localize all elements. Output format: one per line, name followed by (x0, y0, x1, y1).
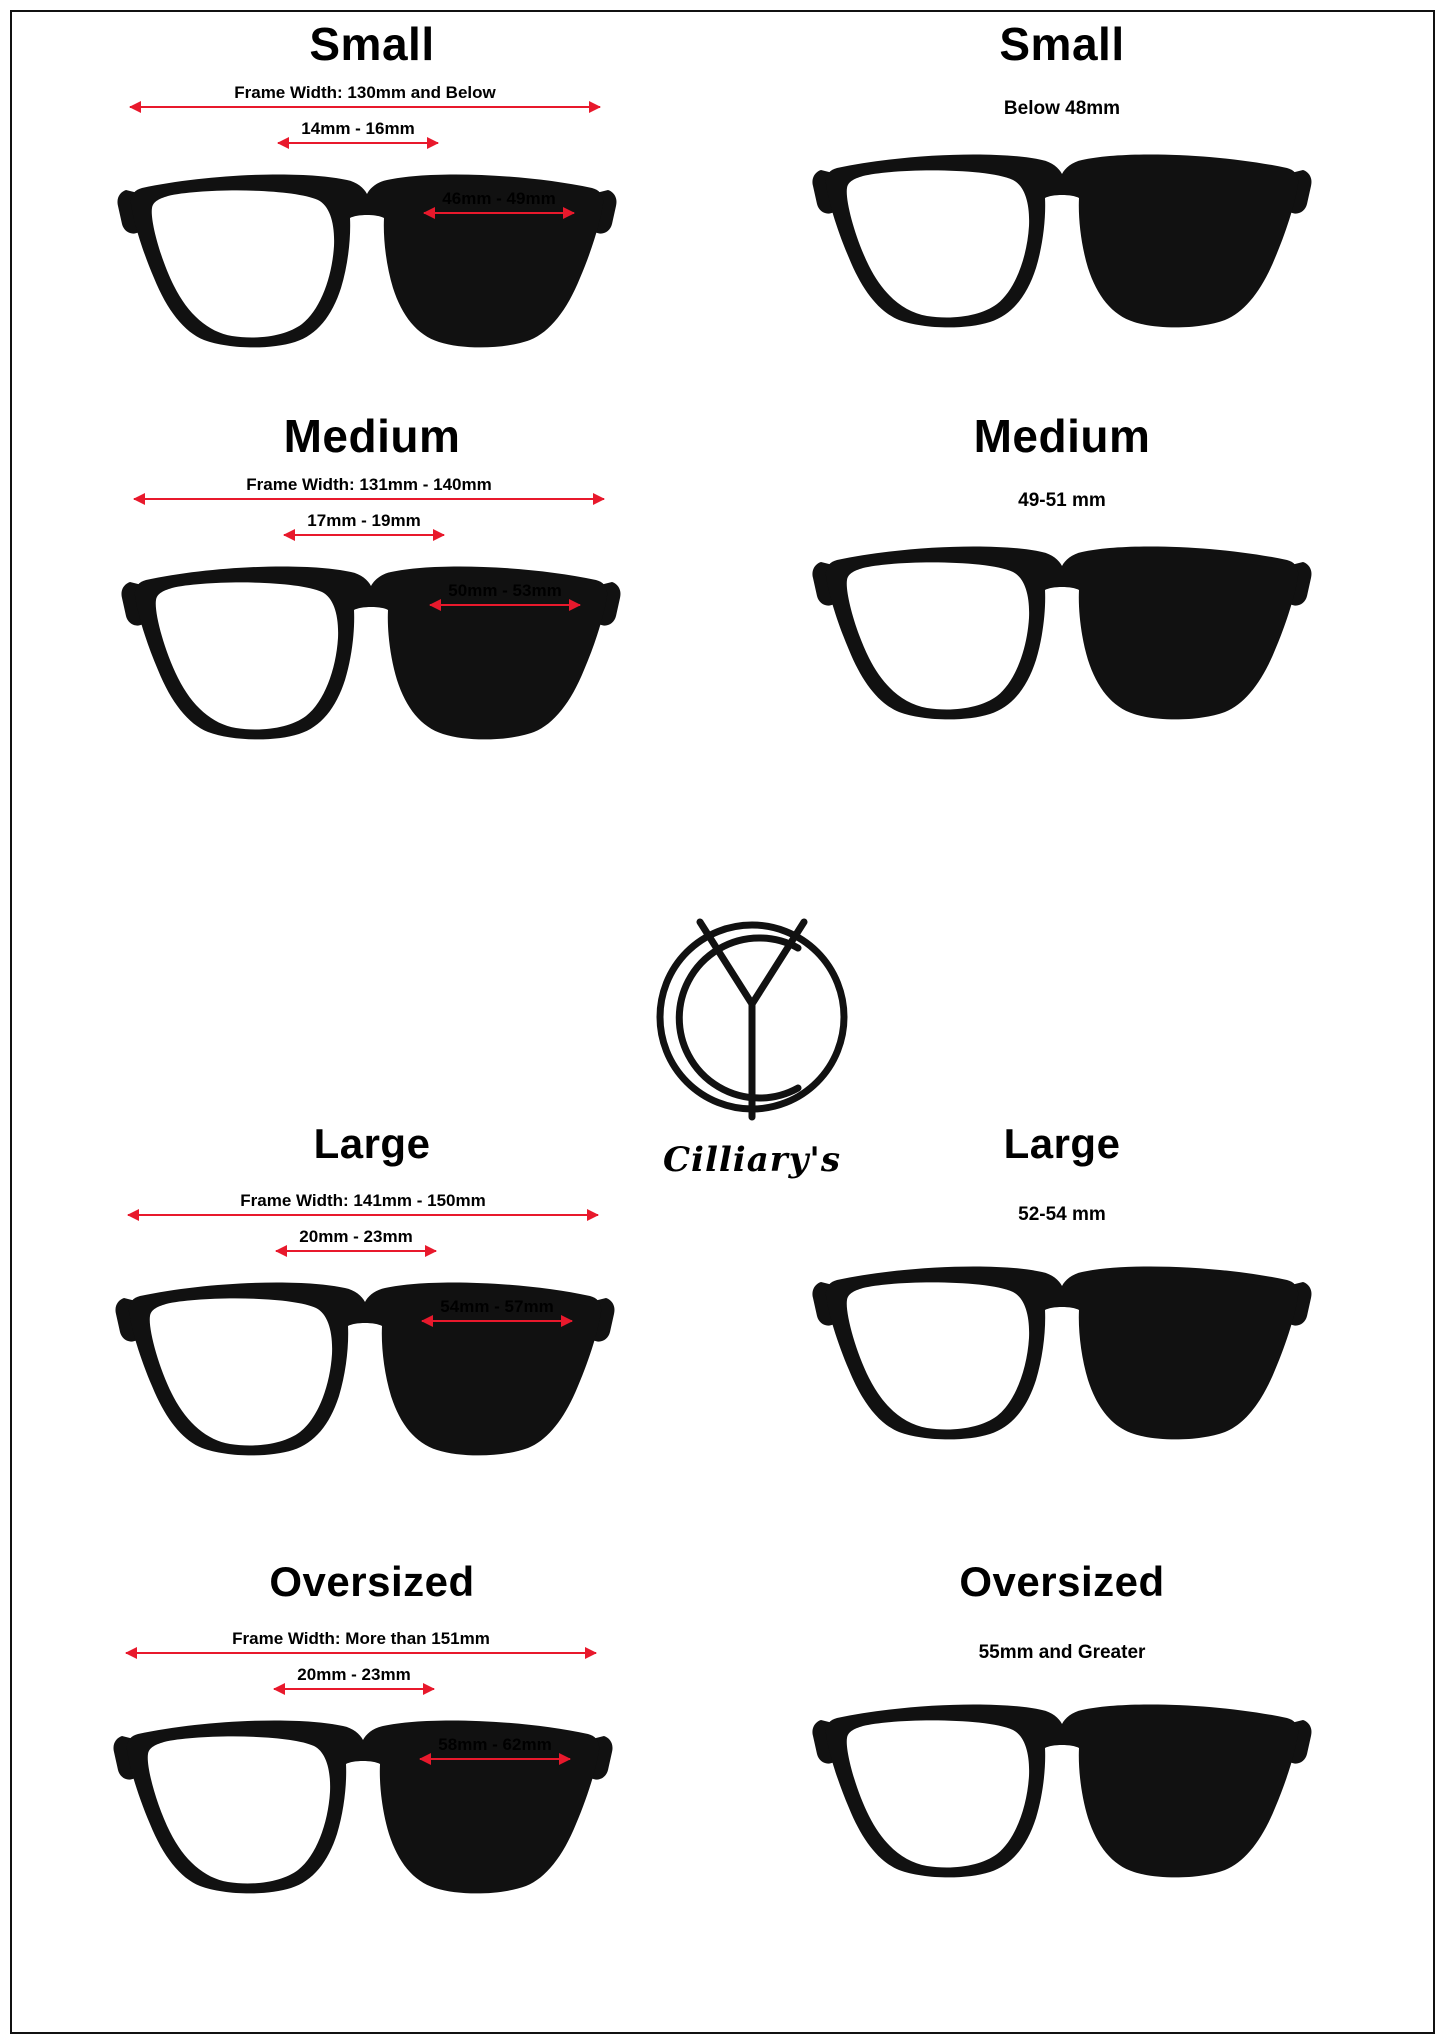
measure-bridge-width: 20mm - 23mm (276, 1230, 436, 1256)
left-section-oversized (72, 1560, 672, 1906)
right-section-large (752, 1122, 1372, 1450)
right-section-small (752, 20, 1372, 338)
measure-frame-width: Frame Width: 131mm - 140mm (134, 478, 604, 504)
eyeglasses-illustration (807, 138, 1317, 338)
eyeglasses-illustration (110, 1266, 620, 1466)
arrow-line (422, 1320, 572, 1322)
arrow-line (134, 498, 604, 500)
section-size-label: 55mm and Greater (978, 1642, 1146, 1664)
measure-frame-width: Frame Width: More than 151mm (126, 1632, 596, 1658)
eyeglasses-illustration (807, 530, 1317, 730)
left-section-small (72, 20, 672, 360)
glasses-diagram-oversized-left (72, 1626, 672, 1906)
arrow-line (278, 142, 438, 144)
eyeglasses-illustration (807, 1250, 1317, 1450)
arrow-line (420, 1758, 570, 1760)
measure-bridge-width: 17mm - 19mm (284, 514, 444, 540)
arrow-line (430, 604, 580, 606)
measure-bridge-width: 20mm - 23mm (274, 1668, 434, 1694)
left-section-medium (72, 412, 672, 752)
measure-lens-width: 46mm - 49mm (424, 192, 574, 218)
measure-lens-width: 58mm - 62mm (420, 1738, 570, 1764)
measure-bridge-width: 14mm - 16mm (278, 122, 438, 148)
section-title: Oversized (959, 1558, 1165, 1605)
arrow-line (274, 1688, 434, 1690)
section-title: Small (999, 18, 1125, 70)
glasses-diagram-small-left (72, 80, 672, 360)
measure-frame-width: Frame Width: 130mm and Below (130, 86, 600, 112)
section-title: Oversized (269, 1558, 475, 1605)
section-size-label: 49-51 mm (1018, 490, 1106, 512)
section-title: Large (313, 1120, 431, 1167)
arrow-line (424, 212, 574, 214)
arrow-line (284, 534, 444, 536)
section-title: Large (1003, 1120, 1121, 1167)
left-section-large (72, 1122, 672, 1468)
right-section-medium (752, 412, 1372, 730)
section-size-label: 52-54 mm (1018, 1204, 1106, 1226)
measure-lens-width: 50mm - 53mm (430, 584, 580, 610)
arrow-line (126, 1652, 596, 1654)
eyeglasses-illustration (108, 1704, 618, 1904)
cy-monogram-icon (622, 912, 882, 1142)
brand-name: Cilliary's (663, 1140, 841, 1180)
section-title: Medium (283, 410, 461, 462)
eyeglasses-illustration (116, 550, 626, 750)
section-title: Small (309, 18, 435, 70)
glasses-diagram-large-left (72, 1188, 672, 1468)
measure-frame-width: Frame Width: 141mm - 150mm (128, 1194, 598, 1220)
section-size-label: Below 48mm (1003, 98, 1121, 120)
arrow-line (276, 1250, 436, 1252)
measure-lens-width: 54mm - 57mm (422, 1300, 572, 1326)
glasses-diagram-medium-left (72, 472, 672, 752)
arrow-line (128, 1214, 598, 1216)
content-grid (12, 12, 1433, 2032)
section-title: Medium (973, 410, 1151, 462)
right-section-oversized (752, 1560, 1372, 1888)
eyeglasses-illustration (807, 1688, 1317, 1888)
eyeglasses-illustration (112, 158, 622, 358)
arrow-line (130, 106, 600, 108)
